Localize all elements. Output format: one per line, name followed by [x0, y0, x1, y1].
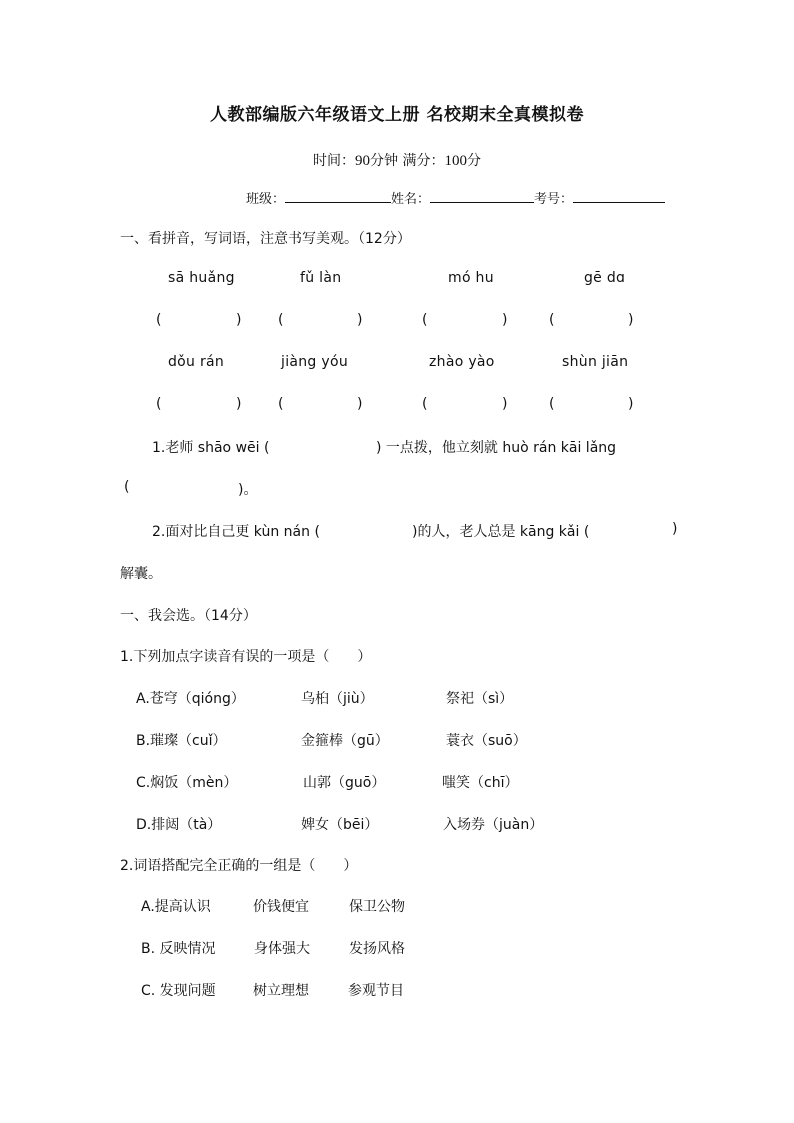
q1-option-b-3: 蓑衣（suō）: [446, 733, 527, 749]
q2-option-b-1[interactable]: B. 反映情况: [141, 941, 216, 957]
section2-heading: 一、我会选。（14分）: [120, 608, 257, 624]
q2-option-a-2: 价钱便宜: [253, 899, 309, 915]
sentence-1-end-close: )。: [238, 482, 258, 498]
score-unit: 分: [466, 153, 481, 169]
pinyin-8: shùn jiān: [562, 354, 629, 370]
q2-option-c-2: 树立理想: [253, 983, 309, 999]
answer-box-3-close: ): [502, 312, 508, 328]
class-blank[interactable]: [285, 188, 391, 203]
pinyin-4: gē dɑ: [584, 270, 626, 286]
sentence-2-close: ): [672, 521, 678, 537]
answer-box-6[interactable]: (: [278, 396, 284, 412]
name-blank[interactable]: [430, 188, 534, 203]
score-value: 100: [444, 153, 467, 169]
q1-option-b-1[interactable]: B.璀璨（cuǐ）: [136, 733, 227, 749]
sentence-2-end: 解囊。: [120, 566, 162, 582]
page-title: 人教部编版六年级语文上册 名校期末全真模拟卷: [210, 105, 584, 125]
answer-box-3[interactable]: (: [422, 312, 428, 328]
q1-option-b-2: 金箍棒（gū）: [301, 733, 389, 749]
sentence-1-end-open[interactable]: (: [124, 479, 130, 495]
score-label: 满分：: [402, 153, 445, 169]
answer-box-8-close: ): [628, 396, 634, 412]
pinyin-2: fǔ làn: [300, 270, 342, 286]
q2-option-c-1[interactable]: C. 发现问题: [141, 983, 216, 999]
answer-box-7[interactable]: (: [422, 396, 428, 412]
question-1: 1.下列加点字读音有误的一项是（ ）: [120, 649, 372, 665]
number-label: 考号：: [534, 192, 574, 207]
answer-box-4-close: ): [628, 312, 634, 328]
q1-option-d-2: 婢女（bēi）: [301, 817, 379, 833]
answer-box-5[interactable]: (: [156, 396, 162, 412]
time-unit: 分钟: [370, 153, 399, 169]
question-2: 2.词语搭配完全正确的一组是（ ）: [120, 858, 358, 874]
q1-option-c-2: 山郭（guō）: [303, 775, 386, 791]
number-blank[interactable]: [573, 188, 665, 203]
q1-option-a-3: 祭祀（sì）: [446, 691, 514, 707]
sentence-2-start: 2.面对比自己更 kùn nán (: [152, 524, 320, 540]
time-value: 90: [355, 153, 371, 169]
q2-option-b-3: 发扬风格: [349, 941, 405, 957]
answer-box-2[interactable]: (: [278, 312, 284, 328]
answer-box-7-close: ): [502, 396, 508, 412]
time-label: 时间：: [313, 153, 356, 169]
q1-option-c-1[interactable]: C.焖饭（mèn）: [136, 775, 238, 791]
q1-option-d-3: 入场券（juàn）: [443, 817, 544, 833]
q2-option-b-2: 身体强大: [254, 941, 310, 957]
answer-box-1[interactable]: (: [156, 312, 162, 328]
q2-option-a-1[interactable]: A.提高认识: [141, 899, 211, 915]
pinyin-7: zhào yào: [429, 354, 495, 370]
student-info-row: [246, 188, 665, 207]
name-label: 姓名：: [391, 192, 431, 207]
answer-box-2-close: ): [357, 312, 363, 328]
section1-heading: 一、看拼音，写词语，注意书写美观。（12分）: [120, 231, 411, 247]
q2-option-a-3: 保卫公物: [349, 899, 405, 915]
pinyin-3: mó hu: [448, 270, 494, 286]
pinyin-1: sā huǎng: [168, 270, 235, 286]
pinyin-6: jiàng yóu: [281, 354, 348, 370]
answer-box-8[interactable]: (: [549, 396, 555, 412]
answer-box-5-close: ): [236, 396, 242, 412]
class-label: 班级：: [246, 192, 286, 207]
q1-option-a-2: 乌桕（jiù）: [301, 691, 374, 707]
q1-option-d-1[interactable]: D.排闼（tà）: [136, 817, 222, 833]
pinyin-5: dǒu rán: [168, 354, 225, 370]
exam-meta: [0, 150, 794, 170]
answer-box-1-close: ): [236, 312, 242, 328]
q2-option-c-3: 参观节目: [348, 983, 404, 999]
sentence-1-mid: ) 一点拨，他立刻就 huò rán kāi lǎng: [376, 440, 617, 456]
answer-box-4[interactable]: (: [549, 312, 555, 328]
q1-option-a-1[interactable]: A.苍穹（qióng）: [136, 691, 245, 707]
answer-box-6-close: ): [357, 396, 363, 412]
sentence-1-start: 1.老师 shāo wēi (: [152, 440, 270, 456]
q1-option-c-3: 嗤笑（chī）: [442, 775, 519, 791]
sentence-2-mid: )的人，老人总是 kāng kǎi (: [412, 524, 590, 540]
